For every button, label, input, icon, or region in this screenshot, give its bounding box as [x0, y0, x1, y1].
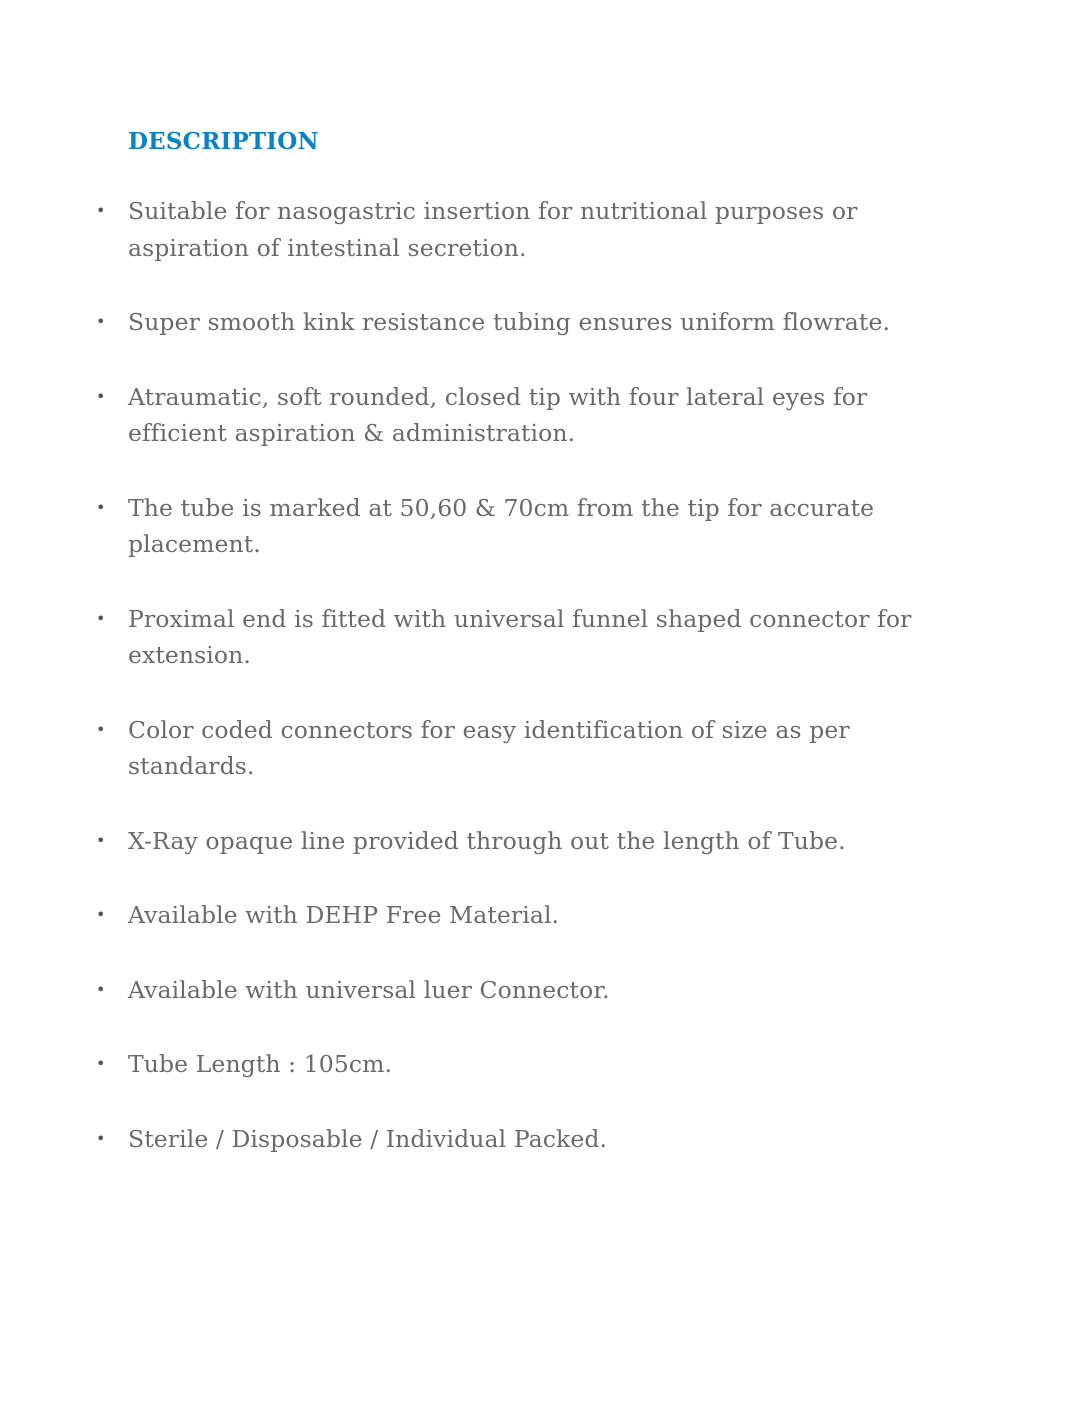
list-item-text: Available with DEHP Free Material. [128, 901, 560, 929]
list-item [0, 1121, 1088, 1158]
bullet-icon: • [96, 979, 106, 999]
list-item-text: Sterile / Disposable / Individual Packed. [128, 1124, 608, 1153]
bullet-icon: • [96, 386, 106, 406]
list-item-text: Suitable for nasogastric insertion for nutritional purposes or aspiration of intestinal secretion. [128, 197, 858, 262]
list-item [0, 193, 1088, 266]
list-item [0, 823, 1088, 860]
bullet-icon: • [96, 1054, 106, 1073]
list-item-text: Super smooth kink resistance tubing ensures uniform flowrate. [128, 308, 891, 336]
list-item [0, 1046, 1088, 1083]
bullet-icon: • [96, 312, 106, 331]
bullet-icon: • [96, 201, 106, 220]
list-item-text: Proximal end is fitted with universal funnel shaped connector for extension. [128, 604, 912, 669]
list-item [0, 601, 1088, 674]
list-item-text: X-Ray opaque line provided through out the length of Tube. [128, 826, 846, 855]
list-item [0, 490, 1088, 563]
list-item [0, 304, 1088, 341]
bullet-icon: • [96, 497, 106, 517]
list-item-text: Available with universal luer Connector. [128, 975, 610, 1004]
bullet-icon: • [96, 830, 106, 850]
feature-list [0, 193, 1088, 1195]
bullet-icon: • [96, 719, 106, 739]
list-item-text: Tube Length : 105cm. [128, 1050, 393, 1078]
list-item-text: Atraumatic, soft rounded, closed tip with four lateral eyes for efficient aspiration & administration. [128, 382, 868, 447]
list-item-text: Color coded connectors for easy identification of size as per standards. [128, 715, 850, 780]
list-item [0, 379, 1088, 452]
bullet-icon: • [96, 905, 106, 924]
bullet-icon: • [96, 1128, 106, 1148]
bullet-icon: • [96, 608, 106, 628]
list-item-text: The tube is marked at 50,60 & 70cm from the tip for accurate placement. [128, 493, 875, 558]
list-item [0, 972, 1088, 1009]
section-heading: DESCRIPTION [128, 128, 319, 155]
list-item [0, 897, 1088, 934]
list-item [0, 712, 1088, 785]
